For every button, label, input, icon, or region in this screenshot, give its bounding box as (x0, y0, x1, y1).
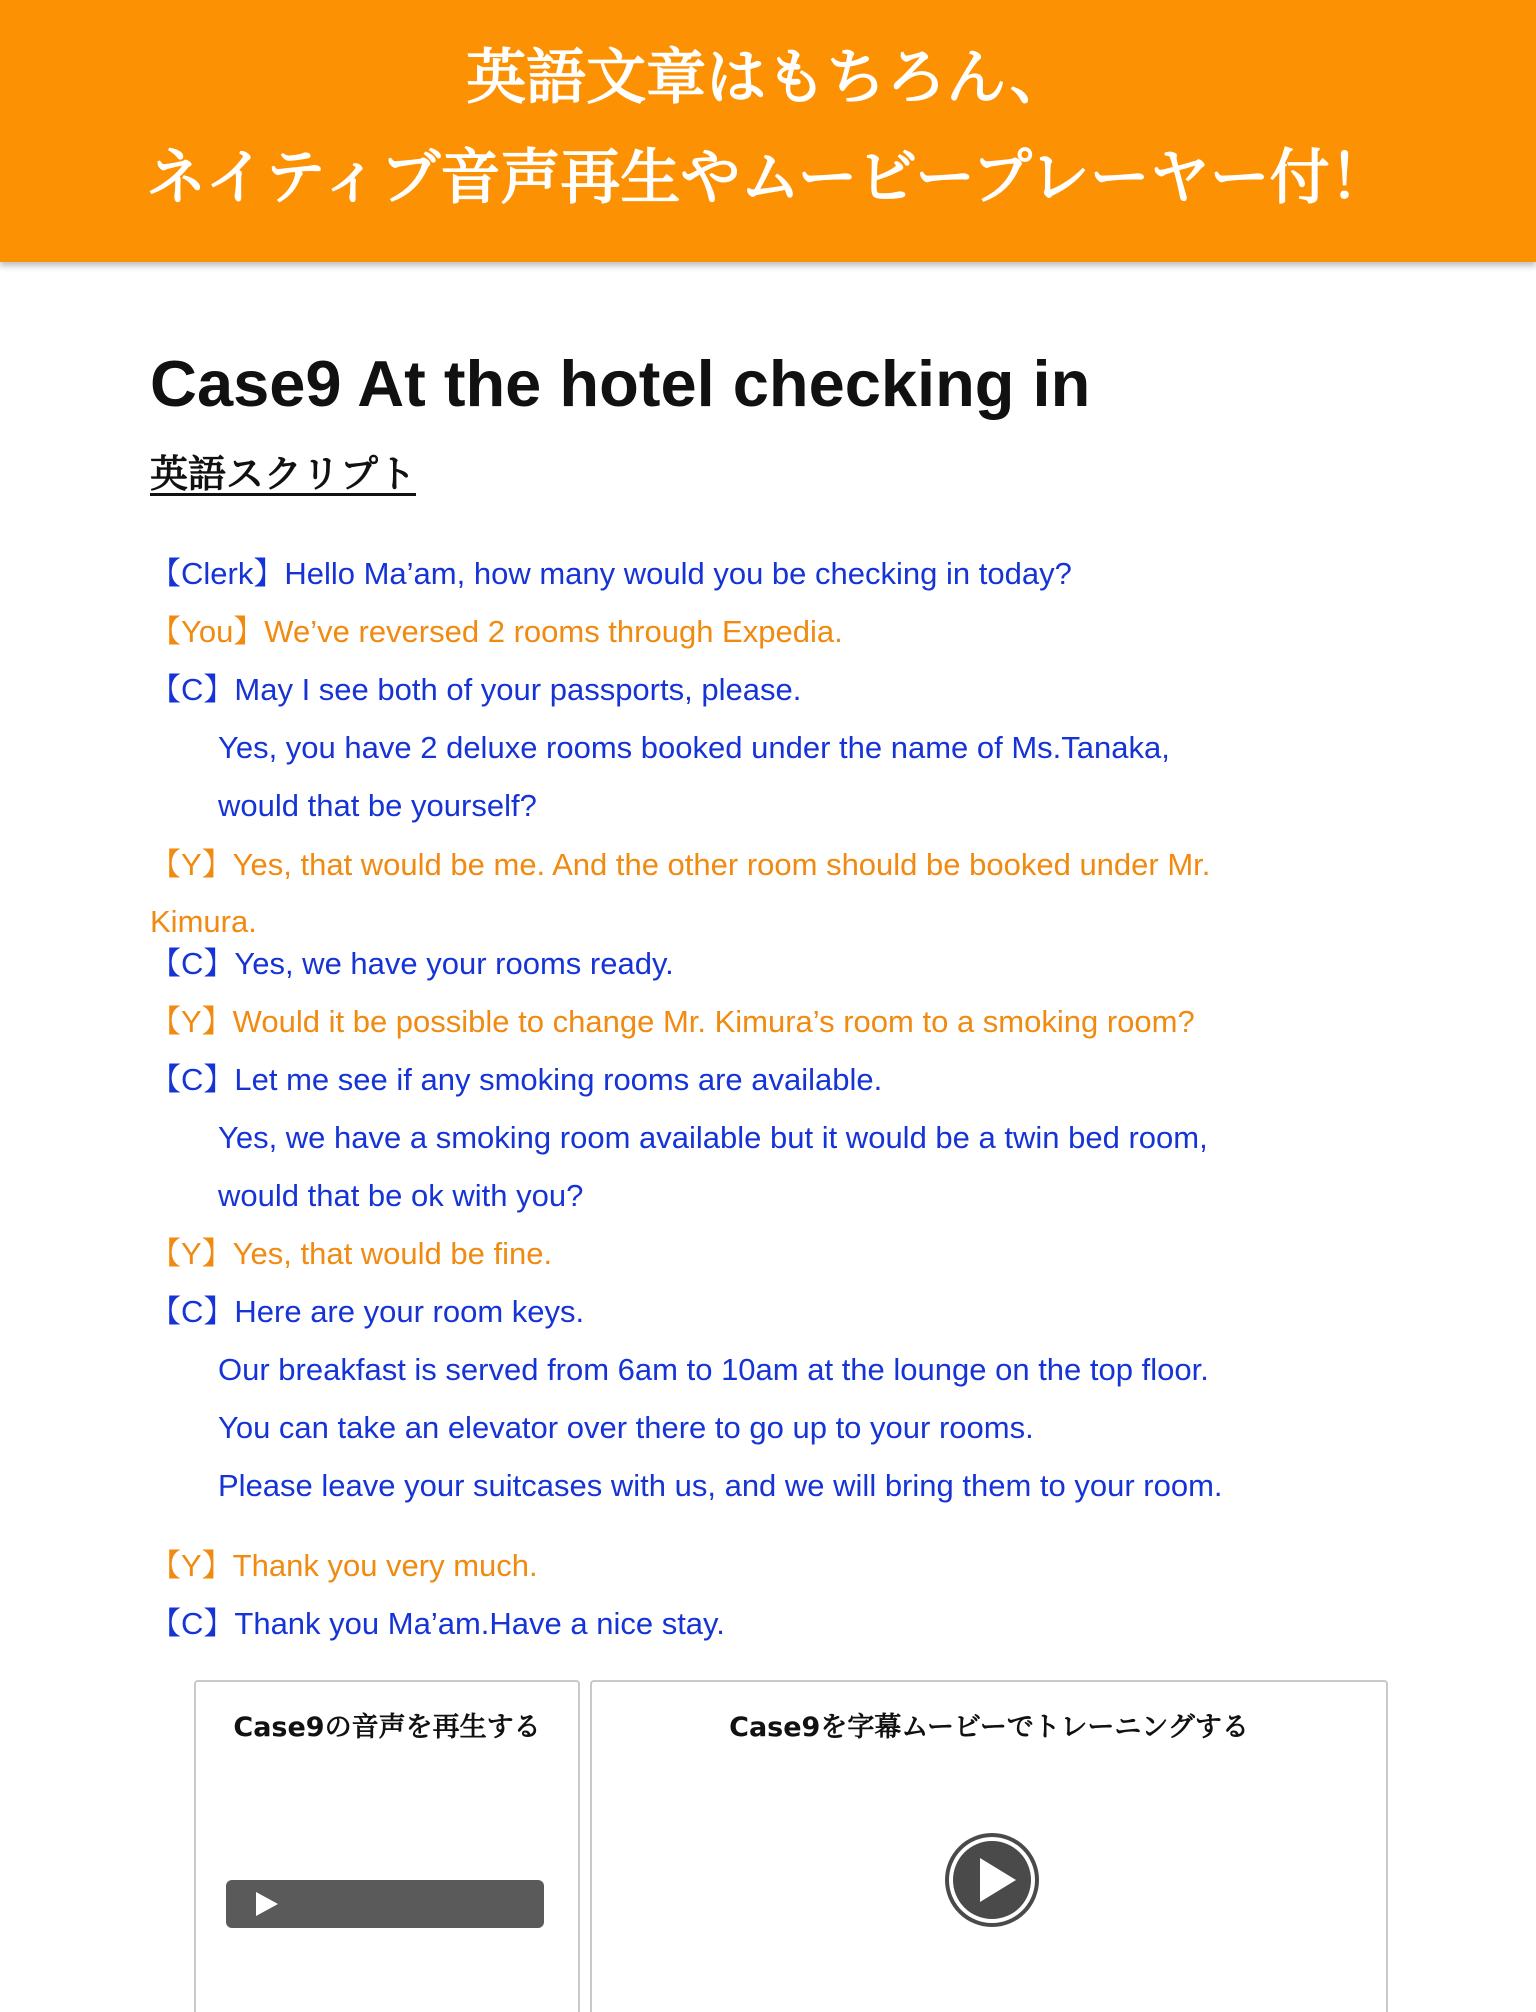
dialogue-line: Please leave your suitcases with us, and we will bring them to your room. (218, 1468, 1223, 1503)
dialogue-line: 【C】Yes, we have your rooms ready. (150, 946, 674, 981)
dialogue-line: Yes, you have 2 deluxe rooms booked under the name of Ms.Tanaka, (218, 730, 1170, 765)
movie-panel (590, 1680, 1388, 2012)
dialogue-line: 【Y】Would it be possible to change Mr. Kimura’s room to a smoking room? (150, 1004, 1195, 1039)
dialogue-line: 【C】Let me see if any smoking rooms are available. (150, 1062, 883, 1097)
dialogue-line: 【C】May I see both of your passports, please. (150, 672, 802, 707)
dialogue-line: Our breakfast is served from 6am to 10am at the lounge on the top floor. (218, 1352, 1209, 1387)
dialogue-line: 【Clerk】Hello Ma’am, how many would you be checking in today? (150, 556, 1072, 591)
audio-panel (194, 1680, 580, 2012)
audio-player[interactable] (226, 1880, 544, 1928)
dialogue-line: 【Y】Yes, that would be fine. (150, 1236, 553, 1271)
section-subtitle: 英語スクリプト (150, 452, 417, 496)
dialogue-line: Yes, we have a smoking room available but it would be a twin bed room, (218, 1120, 1208, 1155)
dialogue-line: 【Y】Thank you very much. (150, 1548, 538, 1583)
dialogue-line: Kimura. (150, 904, 257, 939)
dialogue-line: 【C】Here are your room keys. (150, 1294, 585, 1329)
promo-banner (0, 0, 1536, 262)
movie-panel-title: Case9を字幕ムービーでトレーニングする (729, 1712, 1249, 1743)
dialogue-line: 【C】Thank you Ma’am.Have a nice stay. (150, 1606, 725, 1641)
audio-panel-title: Case9の音声を再生する (233, 1712, 541, 1743)
dialogue-line: 【You】We’ve reversed 2 rooms through Expedia. (150, 614, 843, 649)
play-icon[interactable] (256, 1892, 278, 1916)
banner-line-1: 英語文章はもちろん、 (466, 43, 1070, 113)
play-circle-icon[interactable] (942, 1830, 1042, 1930)
dialogue-line: would that be ok with you? (218, 1178, 584, 1213)
dialogue-line: would that be yourself? (218, 788, 537, 823)
banner-line-2: ネイティブ音声再生やムービープレーヤー付！ (146, 143, 1390, 213)
page-title: Case9 At the hotel checking in (150, 347, 1091, 420)
dialogue-line: You can take an elevator over there to go up to your rooms. (218, 1410, 1034, 1445)
dialogue-line: 【Y】Yes, that would be me. And the other room should be booked under Mr. (150, 847, 1211, 882)
